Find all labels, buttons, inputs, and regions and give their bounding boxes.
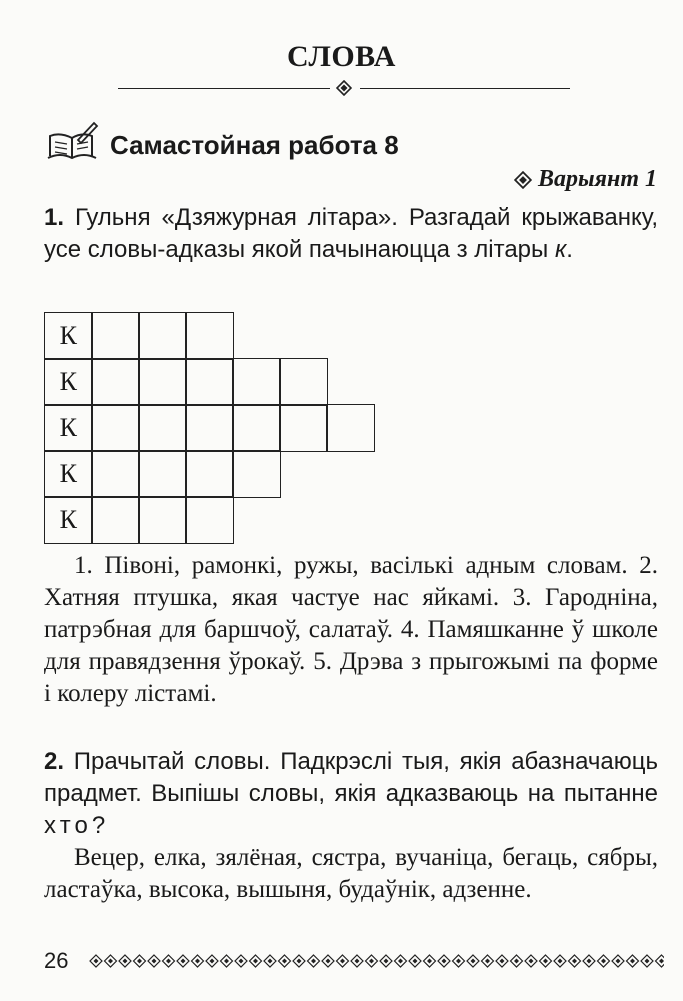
crossword-cell <box>279 404 328 452</box>
crossword-cell <box>91 358 140 406</box>
crossword-blank <box>326 312 375 360</box>
diamond-ornament-center <box>108 959 113 964</box>
diamond-ornament-icon <box>336 80 352 96</box>
crossword-clues: 1. Півоні, рамонкі, ружы, васількі адным словам. 2. Хатняя птушка, якая частуе нас яйкамі. 3. Гародніна, патрэбная для баршчоў, салатаў. 4. Памяшканне ў школе для правядзення ўрокаў. 5. Дрэва з прыгожымі па форме і колеру лістамі. <box>44 552 658 707</box>
diamond-ornament-center <box>94 959 99 964</box>
crossword-blank <box>232 496 281 544</box>
crossword-blank <box>279 312 328 360</box>
crossword-cell <box>185 312 234 360</box>
crossword-cell <box>138 450 187 498</box>
crossword-cell <box>232 450 281 498</box>
crossword-cell <box>91 496 140 544</box>
crossword-cell <box>185 496 234 544</box>
task-text: Гульня «Дзяжурная літара». Разгадай крыжаванку, усе словы-адказы якой пачынаюцца з літары <box>44 204 658 263</box>
crossword-cell <box>138 496 187 544</box>
open-book-pen-icon <box>44 120 100 164</box>
variant-label <box>514 166 657 193</box>
crossword-cell <box>138 358 187 406</box>
variant-text: Варыянт 1 <box>537 166 657 192</box>
title-rule-right <box>360 88 570 89</box>
crossword-cell: К <box>44 404 93 452</box>
crossword-blank <box>326 496 375 544</box>
page-footer <box>44 946 664 976</box>
diamond-ornament-center <box>181 959 186 964</box>
diamond-ornament-center <box>268 959 273 964</box>
title-rule-left <box>118 88 330 89</box>
crossword-blank <box>326 358 375 406</box>
diamond-ornament-center <box>630 959 635 964</box>
diamond-ornament-center <box>514 959 519 964</box>
diamond-ornament-center <box>195 959 200 964</box>
crossword-cell: К <box>44 496 93 544</box>
crossword-grid <box>44 312 373 542</box>
crossword-cell <box>185 358 234 406</box>
task-1-instruction <box>44 202 658 266</box>
diamond-ornament-center <box>427 959 432 964</box>
diamond-ornament-center <box>558 959 563 964</box>
diamond-ornament-center <box>123 959 128 964</box>
diamond-ornament-center <box>659 959 664 964</box>
diamond-border-icon <box>88 953 664 969</box>
crossword-cell: К <box>44 450 93 498</box>
diamond-ornament-center <box>297 959 302 964</box>
crossword-cell <box>185 404 234 452</box>
diamond-ornament-center <box>398 959 403 964</box>
crossword-cell <box>232 404 281 452</box>
crossword-cell <box>91 404 140 452</box>
work-heading <box>44 120 464 164</box>
diamond-ornament-center <box>645 959 650 964</box>
crossword-blank <box>279 450 328 498</box>
diamond-ornament-center <box>543 959 548 964</box>
page-number: 26 <box>44 948 69 973</box>
crossword-cell: К <box>44 358 93 406</box>
crossword-cell <box>232 358 281 406</box>
task-number: 2. <box>44 748 65 775</box>
diamond-ornament-center <box>587 959 592 964</box>
diamond-ornament-center <box>384 959 389 964</box>
diamond-ornament-center <box>152 959 157 964</box>
task-text-end: . <box>566 236 573 263</box>
crossword-cell <box>279 358 328 406</box>
diamond-ornament-center <box>601 959 606 964</box>
diamond-ornament-center <box>471 959 476 964</box>
crossword-blank <box>232 312 281 360</box>
diamond-ornament-center <box>166 959 171 964</box>
task-text-end: ? <box>91 812 106 839</box>
diamond-ornament-center <box>442 959 447 964</box>
diamond-ornament-center <box>326 959 331 964</box>
task-letter: к <box>554 236 567 263</box>
diamond-ornament-center <box>572 959 577 964</box>
task-text: Прачытай словы. Падкрэслі тыя, якія абазначаюць прадмет. Выпішы словы, якія адказваюць на пытанне <box>44 748 658 807</box>
diamond-ornament-center <box>253 959 258 964</box>
work-title: Самастойная работа 8 <box>110 130 399 160</box>
diamond-ornament-center <box>210 959 215 964</box>
task-2-instruction <box>44 746 658 842</box>
diamond-ornament-center <box>340 959 345 964</box>
diamond-ornament-center <box>311 959 316 964</box>
diamond-ornament-center <box>500 959 505 964</box>
crossword-cell <box>185 450 234 498</box>
diamond-ornament-center <box>616 959 621 964</box>
crossword-cell <box>91 450 140 498</box>
crossword-blank <box>279 496 328 544</box>
word-list: Вецер, елка, зялёная, сястра, вучаніца, бегаць, сябры, ластаўка, высока, вышыня, будаўнік, адзенне. <box>44 844 658 903</box>
diamond-ornament-center <box>529 959 534 964</box>
question-word: хто <box>44 812 92 839</box>
crossword-cell <box>326 404 375 452</box>
crossword-cell: К <box>44 312 93 360</box>
diamond-ornament-center <box>137 959 142 964</box>
crossword-blank <box>326 450 375 498</box>
diamond-ornament-center <box>485 959 490 964</box>
diamond-ornament-center <box>413 959 418 964</box>
diamond-ornament-center <box>369 959 374 964</box>
diamond-ornament-icon <box>514 171 532 189</box>
diamond-ornament-center <box>239 959 244 964</box>
diamond-ornament-center <box>456 959 461 964</box>
crossword-cell <box>138 312 187 360</box>
diamond-ornament-center <box>282 959 287 964</box>
task-number: 1. <box>44 204 65 231</box>
crossword-cell <box>138 404 187 452</box>
diamond-ornament-center <box>355 959 360 964</box>
diamond-ornament-center <box>224 959 229 964</box>
page-title: СЛОВА <box>287 40 396 73</box>
crossword-cell <box>91 312 140 360</box>
